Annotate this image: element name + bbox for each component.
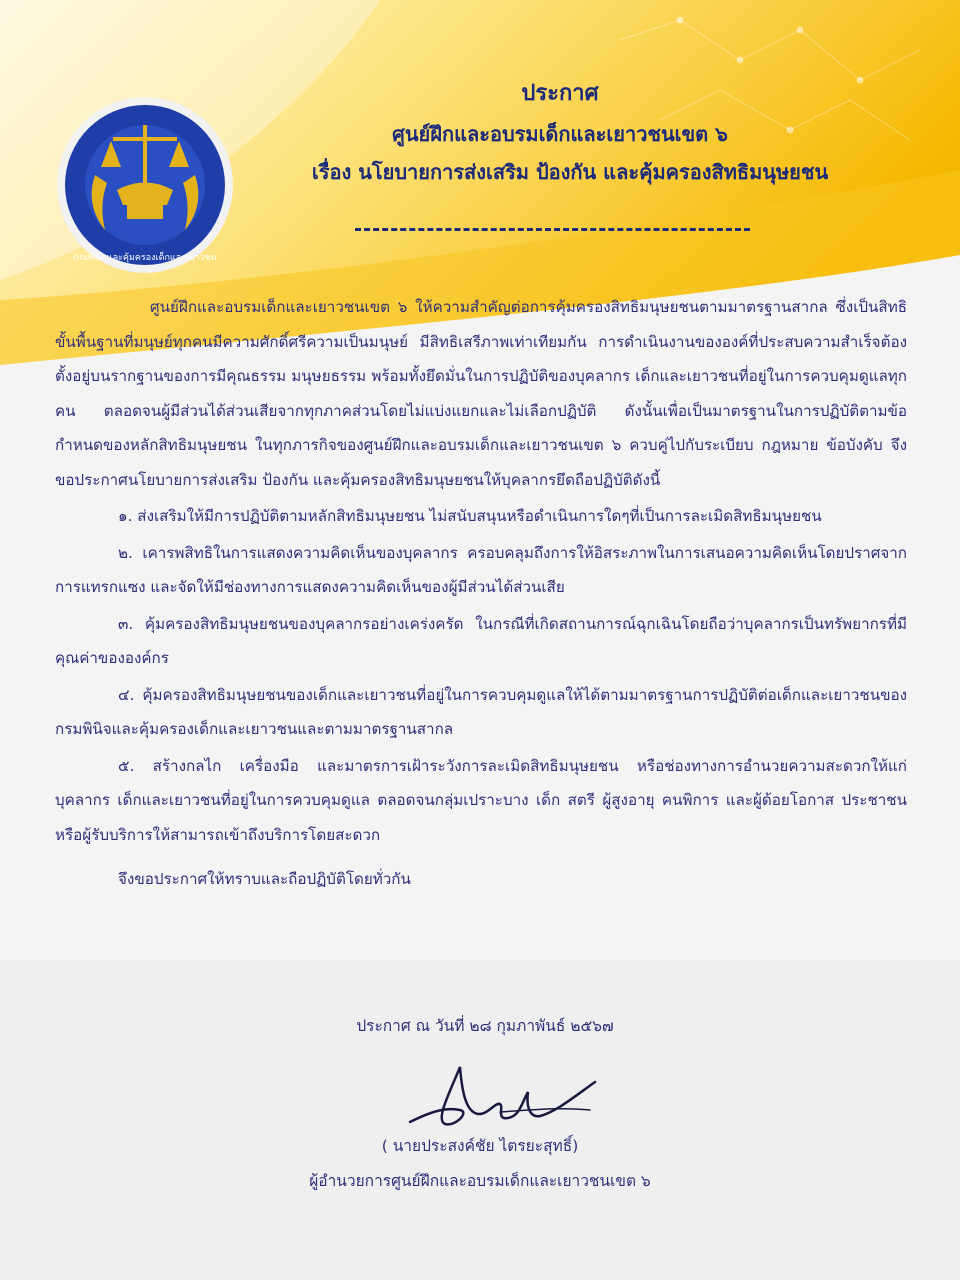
emblem-ring-text: กรมพินิจและคุ้มครองเด็กและเยาวชน [73, 253, 217, 263]
policy-item-3: ๓. คุ้มครองสิทธิมนุษยชนของบุคลากรอย่างเคร่งครัด ในกรณีที่เกิดสถานการณ์ฉุกเฉินโดยถือว่าบุคลากรเป็นทรัพยากรที่มีคุณค่าขององค์กร [55, 614, 907, 667]
policy-item-2: ๒. เคารพสิทธิในการแสดงความคิดเห็นของบุคลากร ครอบคลุมถึงการให้อิสระภาพในการเสนอความคิดเห็นโดยปราศจากการแทรกแซง และจัดให้มีช่องทางการแสดงความคิดเห็นของผู้มีส่วนได้ส่วนเสีย [55, 543, 907, 596]
intro-paragraph: ศูนย์ฝึกและอบรมเด็กและเยาวชนเขต ๖ ให้ความสำคัญต่อการคุ้มครองสิทธิมนุษยชนตามมาตรฐานสากล ซึ่งเป็นสิทธิขั้นพื้นฐานที่มนุษย์ทุกคนมีความศักดิ์ศรีความเป็นมนุษย์ มีสิทธิเสรีภาพเท่าเทียมกัน การดำเนินงานขององค์ที่ประสบความสำเร็จต้องตั้งอยู่บนรากฐานของการมีคุณธรรม มนุษยธรรม พร้อมทั้งยึดมั่นในการปฏิบัติของบุคลากร เด็กและเยาวชนที่อยู่ในการควบคุมดูแลทุกคน ตลอดจนผู้มีส่วนได้ส่วนเสียจากทุกภาคส่วนโดยไม่แบ่งแยกและไม่เลือกปฏิบัติ ดังนั้นเพื่อเป็นมาตรฐานในการปฏิบัติตามข้อกำหนดของหลักสิทธิมนุษยชน ในทุกภารกิจของศูนย์ฝึกและอบรมเด็กและเยาวชนเขต ๖ ควบคู่ไปกับระเบียบ กฎหมาย ข้อบังคับ จึงขอประกาศนโยบายการส่งเสริม ป้องกัน และคุ้มครองสิทธิมนุษยชนให้บุคลากรยึดถือปฏิบัติดังนี้ [55, 298, 907, 489]
announcement-header [250, 80, 870, 186]
policy-item-1: ๑. ส่งเสริมให้มีการปฏิบัติตามหลักสิทธิมนุษยชน ไม่สนับสนุนหรือดำเนินการใดๆที่เป็นการละเมิดสิทธิมนุษยชน [118, 507, 822, 525]
announcement-date: ประกาศ ณ วันที่ ๒๘ กุมภาพันธ์ ๒๕๖๗ [356, 1017, 614, 1035]
department-emblem-icon [55, 95, 235, 275]
announcement-subject: เรื่อง นโยบายการส่งเสริม ป้องกัน และคุ้มครองสิทธิมนุษยชน [311, 160, 829, 184]
closing-statement: จึงขอประกาศให้ทราบและถือปฏิบัติโดยทั่วกัน [118, 870, 411, 888]
header-divider [355, 228, 750, 231]
signer-name: ( นายประสงค์ชัย ไตรยะสุทธิ์) [381, 1137, 579, 1155]
policy-item-4: ๔. คุ้มครองสิทธิมนุษยชนของเด็กและเยาวชนที่อยู่ในการควบคุมดูแลให้ได้ตามมาตรฐานการปฏิบัติต่อเด็กและเยาวชนของกรมพินิจและคุ้มครองเด็กและเยาวชนและตามมาตรฐานสากล [55, 685, 907, 738]
organization-name: ศูนย์ฝึกและอบรมเด็กและเยาวชนเขต ๖ [392, 122, 728, 146]
policy-item-5: ๕. สร้างกลไก เครื่องมือ และมาตรการเฝ้าระวังการละเมิดสิทธิมนุษยชน หรือช่องทางการอำนวยความสะดวกให้แก่บุคลากร เด็กและเยาวชนที่อยู่ในการควบคุมดูแล ตลอดจนกลุ่มเปราะบาง เด็ก สตรี ผู้สูงอายุ คนพิการ และผู้ด้อยโอกาส ประชาชนหรือผู้รับบริการให้สามารถเข้าถึงบริการโดยสะดวก [55, 756, 907, 844]
page-title: ประกาศ [521, 81, 599, 106]
signature-icon [400, 1052, 600, 1132]
announcement-body [55, 290, 907, 897]
signer-position: ผู้อำนวยการศูนย์ฝึกและอบรมเด็กและเยาวชนเขต ๖ [309, 1172, 651, 1190]
